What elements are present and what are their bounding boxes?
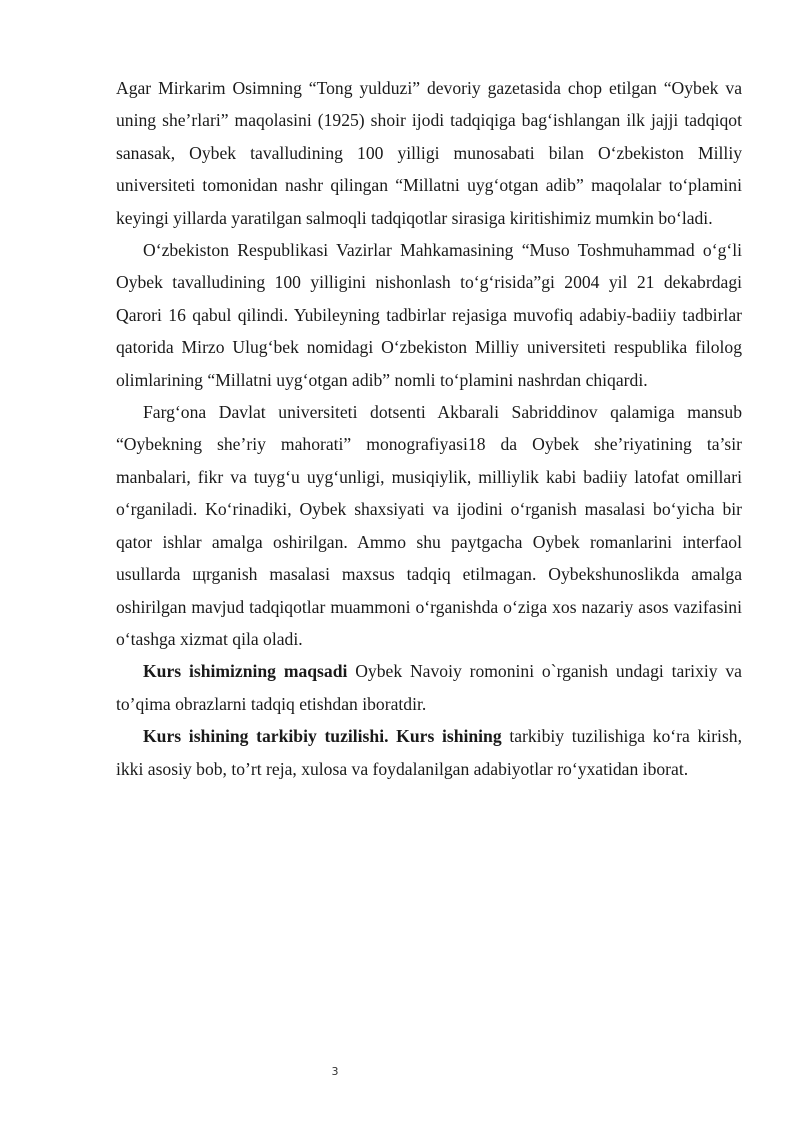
paragraph-monograph [116, 396, 742, 655]
paragraph-intro [116, 72, 742, 234]
paragraph-intro-text: Agar Mirkarim Osimning “Tong yulduzi” devoriy gazetasida chop etilgan “Oybek va uning she’rlari” maqolasini (1925) shoir ijodi tadqiqiga bag‘ishlangan ilk jajji tadqiqot sanasak, Oybek tavalludining 100 yilligi munosabati bilan O‘zbekiston Milliy universiteti tomonidan nashr qilingan “Millatni uyg‘otgan adib” maqolalar to‘plamini keyingi yillarda yaratilgan salmoqli tadqiqotlar sirasiga kiritishimiz mumkin bo‘ladi. [116, 78, 742, 228]
paragraph-aim-heading: Kurs ishimizning maqsadi [143, 661, 348, 682]
paragraph-structure-heading: Kurs ishining tarkibiy tuzilishi. Kurs ishining [143, 726, 502, 747]
paragraph-structure [116, 720, 742, 785]
document-body [116, 72, 742, 785]
paragraph-resolution [116, 234, 742, 396]
paragraph-resolution-text: O‘zbekiston Respublikasi Vazirlar Mahkamasining “Muso Toshmuhammad o‘g‘li Oybek tavalludining 100 yilligini nishonlash to‘g‘risida”gi 2004 yil 21 dekabrdagi Qarori 16 qabul qilindi. Yubileyning tadbirlar rejasiga muvofiq adabiy-badiiy tadbirlar qatorida Mirzo Ulug‘bek nomidagi O‘zbekiston Milliy universiteti respublika filolog olimlarining “Millatni uyg‘otgan adib” nomli to‘plamini nashrdan chiqardi. [116, 240, 742, 390]
paragraph-structure-text: tarkibiy tuzilishiga ko‘ra kirish, ikki asosiy bob, to’rt reja, xulosa va foydalanilgan adabiyotlar ro‘yxatidan iborat. [116, 726, 742, 779]
paragraph-aim-text: Oybek Navoiy romonini o`rganish undagi tarixiy va to’qima obrazlarni tadqiq etishdan iboratdir. [116, 661, 742, 714]
paragraph-aim [116, 655, 742, 720]
page-number: 3 [331, 1065, 339, 1078]
paragraph-monograph-text: Farg‘ona Davlat universiteti dotsenti Akbarali Sabriddinov qalamiga mansub “Oybekning she’riy mahorati” monografiyasi18 da Oybek she’riyatining ta’sir manbalari, fikr va tuyg‘u uyg‘unligi, musiqiylik, milliylik kabi badiiy latofat omillari o‘rganiladi. Ko‘rinadiki, Oybek shaxsiyati va ijodini o‘rganish masalasi bo‘yicha bir qator ishlar amalga oshirilgan. Ammo shu paytgacha Oybek romanlarini interfaol usullarda щrganish masalasi maxsus tadqiq etilmagan. Oybekshunoslikda amalga oshirilgan mavjud tadqiqotlar muammoni o‘rganishda o‘ziga xos nazariy asos vazifasini o‘tashga xizmat qila oladi. [116, 402, 742, 649]
